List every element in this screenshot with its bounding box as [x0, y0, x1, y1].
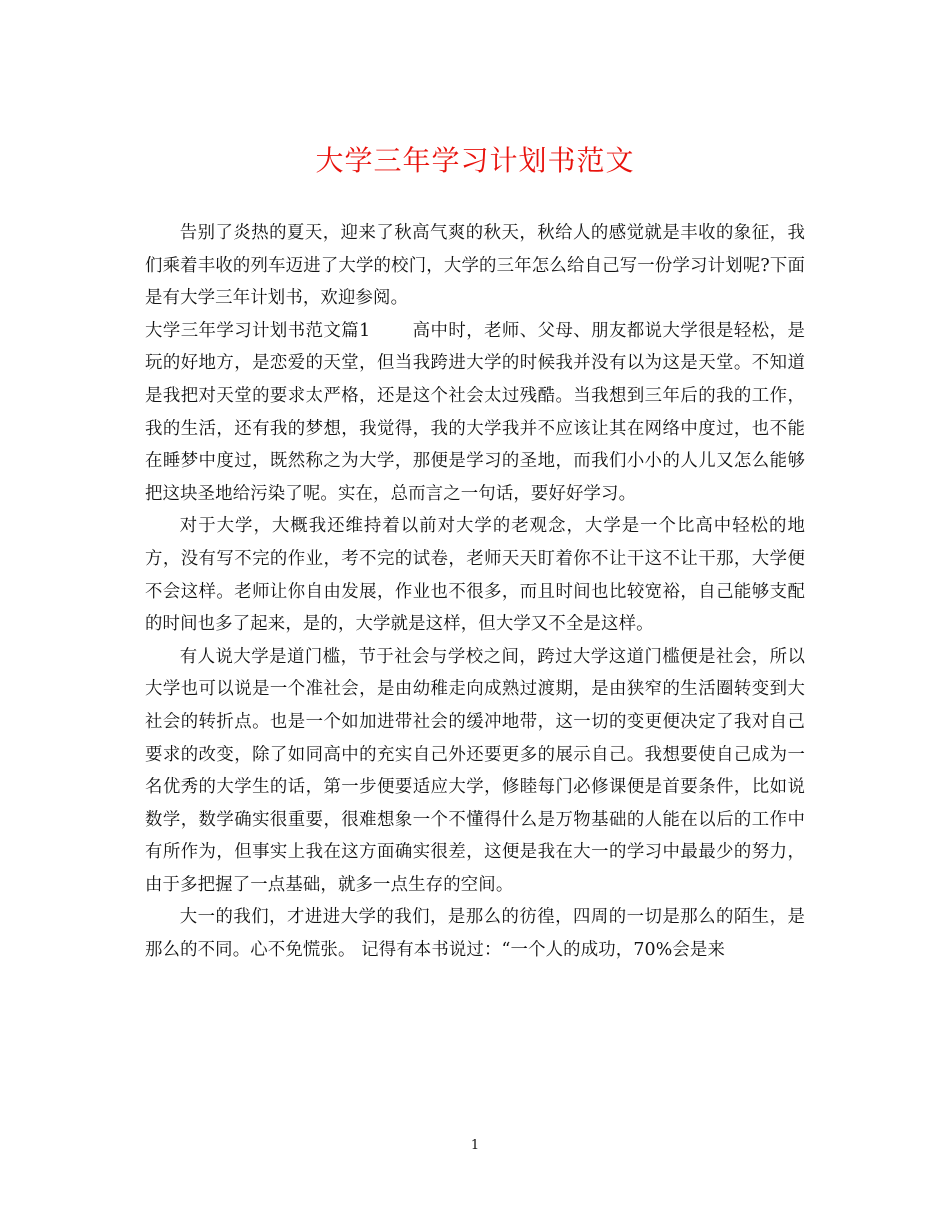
intro-paragraph: 告别了炎热的夏天，迎来了秋高气爽的秋天，秋给人的感觉就是丰收的象征，我们乘着丰收的列车迈进了大学的校门，大学的三年怎么给自己写一份学习计划呢?下面是有大学三年计划书，欢迎参阅。	[145, 223, 805, 309]
section-heading: 大学三年学习计划书范文篇1	[145, 320, 371, 341]
page-number: 1	[470, 1138, 480, 1153]
body-paragraph-3: 有人说大学是道门槛，节于社会与学校之间，跨过大学这道门槛便是社会，所以大学也可以说是一个准社会，是由幼稚走向成熟过渡期，是由狭窄的生活圈转变到大社会的转折点。也是一个如加进带社会的缓冲地带，这一切的变更便决定了我对自己要求的改变，除了如同高中的充实自己外还要更多的展示自己。我想要使自己成为一名优秀的大学生的话，第一步便要适应大学，修睦每门必修课便是首要条件，比如说数学，数学确实很重要，很难想象一个不懂得什么是万物基础的人能在以后的工作中有所作为，但事实上我在这方面确实很差，这便是我在大一的学习中最最少的努力，由于多把握了一点基础，就多一点生存的空间。	[145, 646, 805, 895]
document-body	[145, 217, 805, 967]
body-paragraph-4: 大一的我们，才进进大学的我们，是那么的彷徨，四周的一切是那么的陌生，是那么的不同。心不免慌张。 记得有本书说过：“一个人的成功，70%会是来	[145, 907, 805, 961]
section-text: 高中时，老师、父母、朋友都说大学很是轻松，是玩的好地方，是恋爱的天堂，但当我跨进大学的时候我并没有以为这是天堂。不知道是我把对天堂的要求太严格，还是这个社会太过残酷。当我想到三年后的我的工作，我的生活，还有我的梦想，我觉得，我的大学我并不应该让其在网络中度过，也不能在睡梦中度过，既然称之为大学，那便是学习的圣地，而我们小小的人儿又怎么能够把这块圣地给污染了呢。实在，总而言之一句话，要好好学习。	[145, 320, 805, 504]
section-paragraph	[145, 315, 805, 511]
body-paragraph-2: 对于大学，大概我还维持着以前对大学的老观念，大学是一个比高中轻松的地方，没有写不完的作业，考不完的试卷，老师天天盯着你不让干这不让干那，大学便不会这样。老师让你自由发展，作业也不很多，而且时间也比较宽裕，自己能够支配的时间也多了起来，是的，大学就是这样，但大学又不全是这样。	[145, 516, 805, 635]
document-title: 大学三年学习计划书范文	[315, 144, 635, 177]
